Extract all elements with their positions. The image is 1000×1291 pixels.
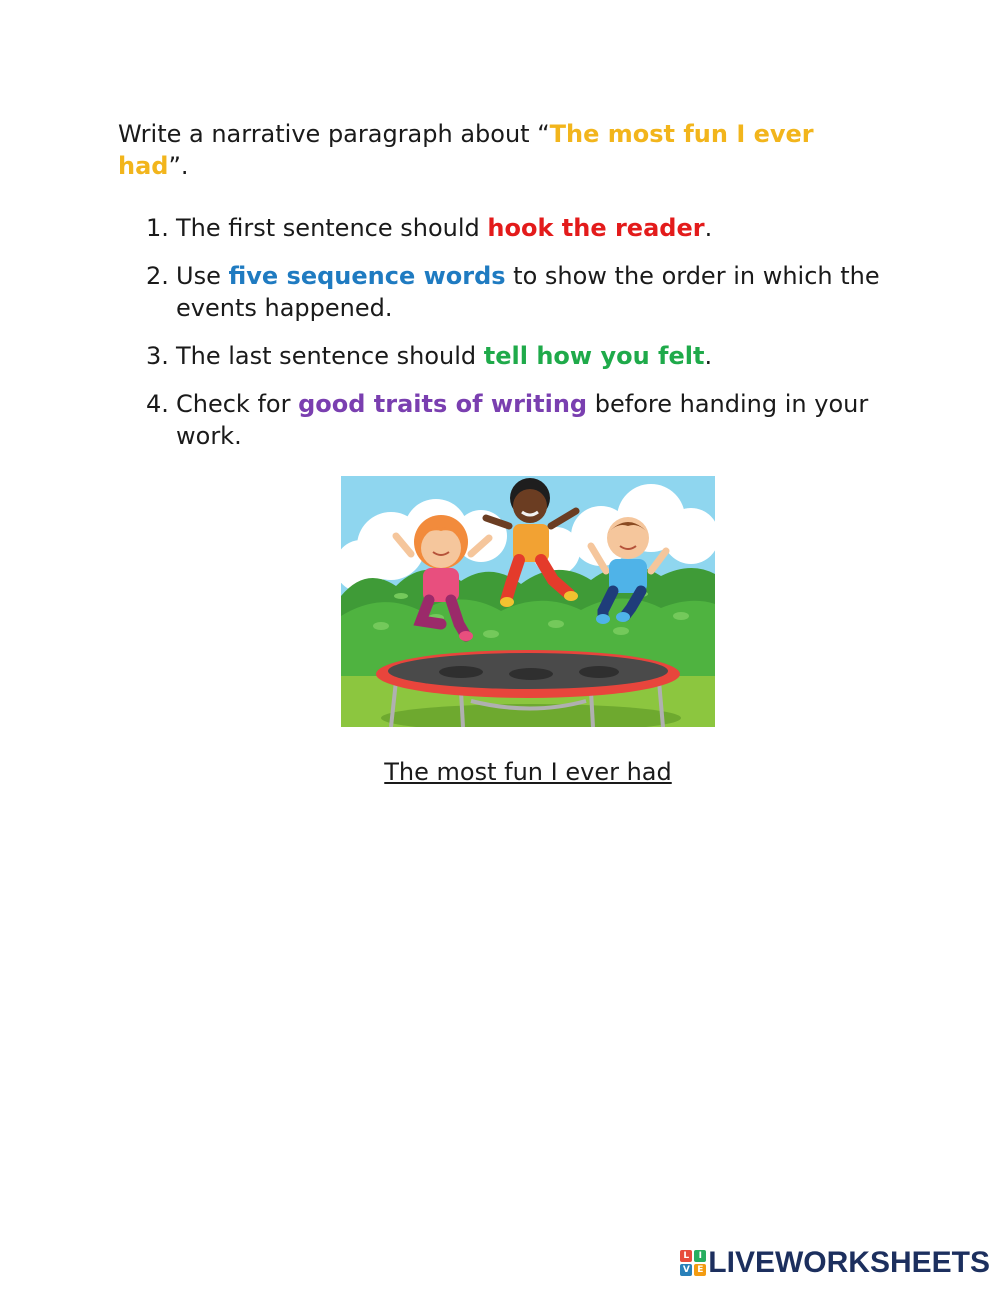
liveworksheets-brand [680, 1245, 990, 1281]
logo-tile: I [694, 1250, 706, 1262]
instruction-step-4 [146, 388, 886, 452]
instruction-step-3 [146, 340, 886, 372]
intro-topic-highlight: The most fun I ever had [118, 120, 814, 180]
step-highlight: good traits of writing [298, 390, 588, 418]
kids-on-trampoline-illustration [341, 476, 715, 727]
step-number: 4. [146, 390, 169, 418]
instruction-list [146, 212, 886, 468]
logo-tile: L [680, 1250, 692, 1262]
intro-paragraph [118, 118, 858, 182]
step-text-before: Use [176, 262, 229, 290]
step-highlight: hook the reader [487, 214, 705, 242]
step-text-before: The first sentence should [176, 214, 488, 242]
caption-text: The most fun I ever had [384, 758, 672, 786]
step-text-before: Check for [176, 390, 299, 418]
step-text-after: . [704, 342, 713, 370]
step-number: 2. [146, 262, 169, 290]
step-highlight: tell how you felt [483, 342, 705, 370]
instruction-step-1 [146, 212, 886, 244]
intro-text-after: ”. [168, 152, 189, 180]
step-highlight: five sequence words [228, 262, 506, 290]
step-number: 3. [146, 342, 169, 370]
answer-caption [0, 756, 1000, 788]
logo-tile: E [694, 1264, 706, 1276]
liveworksheets-logo-icon [680, 1250, 706, 1276]
instruction-step-2 [146, 260, 886, 324]
step-text-before: The last sentence should [176, 342, 484, 370]
step-text-after: . [704, 214, 713, 242]
brand-name: LIVEWORKSHEETS [708, 1246, 990, 1279]
step-number: 1. [146, 214, 169, 242]
intro-text-before: Write a narrative paragraph about “ [118, 120, 550, 148]
step-text-after: before handing in your work. [176, 390, 869, 450]
logo-tile: V [680, 1264, 692, 1276]
step-text-after: to show the order in which the events happened. [176, 262, 880, 322]
